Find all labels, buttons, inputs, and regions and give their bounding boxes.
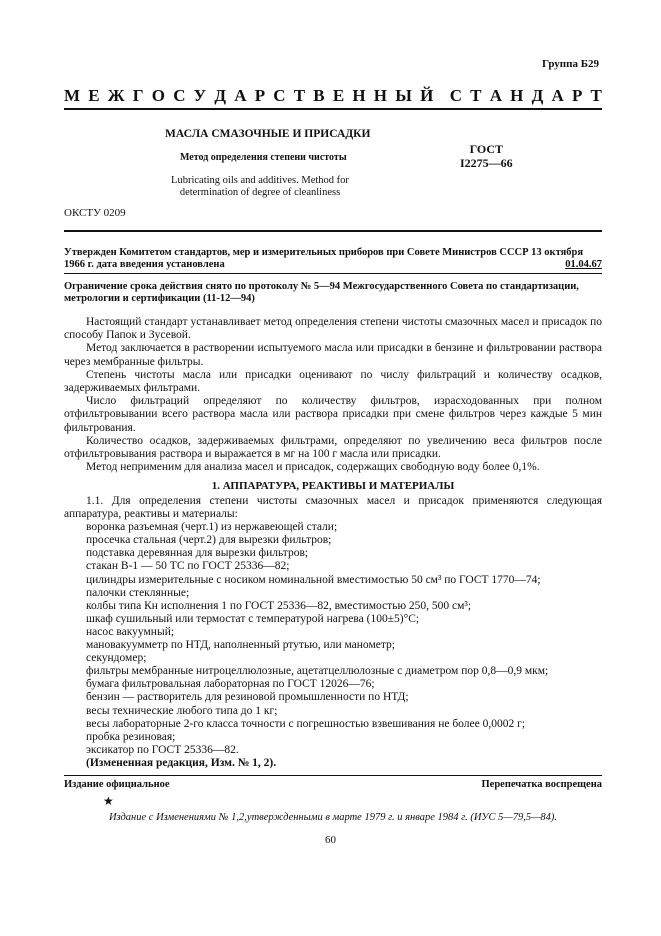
banner-letter: Е — [88, 86, 100, 105]
banner-letter: У — [193, 86, 207, 105]
equipment-list-block — [64, 495, 602, 770]
star-icon: ★ — [103, 794, 114, 808]
banner-letter: Н — [510, 86, 524, 105]
equipment-item: палочки стеклянные; — [86, 586, 190, 599]
equipment-item: колбы типа Кн исполнения 1 по ГОСТ 25336—82, вместимостью 250, 500 см³; — [86, 599, 472, 612]
intro-paragraph: Метод неприменим для анализа масел и присадок, содержащих свободную воду более 0,1%. — [86, 461, 540, 474]
banner-letter: Й — [420, 86, 434, 105]
banner-letter: Н — [373, 86, 387, 105]
approval-text: Утвержден Комитетом стандартов, мер и измерительных приборов при Совете Министров СССР 13 октября 1966 г. дата введения установлена — [64, 247, 584, 270]
document-title: МАСЛА СМАЗОЧНЫЕ И ПРИСАДКИ — [165, 128, 371, 140]
effective-date: 01.04.67 — [565, 259, 602, 270]
equipment-list — [64, 521, 602, 757]
limit-statement: Ограничение срока действия снято по протоколу № 5—94 Межгосударственного Совета по стандартизации, метрологии и сертификации (11-12—94) — [64, 281, 579, 304]
official-edition: Издание официальное — [64, 779, 170, 790]
intro-paragraph: Степень чистоты масла или присадки оценивают по числу фильтраций и количеству осадков, задерживаемых фильтрами. — [64, 368, 602, 395]
gost-label: ГОСТ — [469, 142, 504, 156]
equipment-item: подставка деревянная для вырезки фильтров; — [86, 547, 309, 560]
header-rule — [64, 230, 602, 232]
banner-letter: Н — [352, 86, 366, 105]
banner-letter: С — [449, 86, 462, 105]
equipment-item: цилиндры измерительные с носиком номинальной вместимостью 50 см³ по ГОСТ 1770—74; — [86, 573, 541, 586]
gost-designation — [460, 142, 513, 170]
equipment-item: фильтры мембранные нитроцеллюлозные, ацетатцеллюлозные с диаметром пор 0,8—0,9 мкм; — [86, 665, 549, 678]
equipment-item: насос вакуумный; — [86, 625, 175, 638]
banner-letter: Г — [132, 86, 144, 105]
amendments-note: Издание с Изменениями № 1,2,утвержденными в марте 1979 г. и январе 1984 г. (ИУС 5—79,5—84). — [108, 812, 558, 823]
banner-letter: В — [313, 86, 325, 105]
banner-letter: С — [273, 86, 286, 105]
intro-text — [64, 316, 602, 474]
banner-letter: А — [551, 86, 564, 105]
banner-letter: Т — [293, 86, 306, 105]
equipment-item: эксикатор по ГОСТ 25336—82. — [86, 743, 239, 756]
banner-letter: А — [489, 86, 502, 105]
equipment-item: весы лабораторные 2-го класса точности с погрешностью взвешивания не более 0,0002 г; — [86, 717, 526, 730]
reprint-prohibited: Перепечатка воспрещена — [481, 779, 602, 790]
equipment-item: мановакуумметр по НТД, наполненный ртутью, или манометр; — [86, 639, 395, 652]
banner-letter: Е — [332, 86, 345, 105]
banner-rule — [64, 108, 602, 110]
intro-paragraph: Число фильтраций определяют по количеству фильтров, израсходованных при полном отфильтровывании всего раствора масла или раствора присадки при смене фильтров через каждые 5 мин фильтрования. — [64, 395, 602, 434]
approval-rule — [64, 273, 602, 274]
revision-note: (Измененная редакция, Изм. № 1, 2). — [86, 756, 277, 769]
banner-letter: С — [173, 86, 186, 105]
banner-letter: Т — [470, 86, 482, 105]
footer-rule — [64, 775, 602, 776]
intro-paragraph: Метод заключается в растворении испытуемого масла или присадки в бензине и фильтровании раствора через мембранные фильтры. — [64, 342, 602, 368]
banner-letter: Р — [571, 86, 583, 105]
equipment-item: стакан В-1 — 50 ТС по ГОСТ 25336—82; — [86, 560, 290, 573]
intro-paragraph: Количество осадков, задерживаемых фильтрами, определяют по увеличению веса фильтров после отфильтровывания раствора и выражается в мг на 100 г масла или присадки. — [64, 434, 602, 461]
banner-letter: М — [64, 86, 81, 105]
banner-letter: Ы — [395, 86, 412, 105]
english-title: Lubricating oils and additives. Method for determination of degree of cleanliness — [171, 175, 349, 198]
equipment-item: пробка резиновая; — [86, 730, 176, 743]
section-intro: 1.1. Для определения степени чистоты смазочных масел и присадок применяются следующая аппаратура, реактивы и материалы: — [64, 495, 602, 521]
document-subtitle: Метод определения степени чистоты — [180, 152, 347, 163]
equipment-item: весы технические любого типа до 1 кг; — [86, 704, 278, 717]
gost-number: I2275—66 — [460, 156, 513, 170]
group-code: Группа Б29 — [542, 58, 599, 70]
page-number: 60 — [325, 834, 336, 846]
section-heading: 1. АППАРАТУРА, РЕАКТИВЫ И МАТЕРИАЛЫ — [211, 480, 455, 492]
approval-statement — [64, 247, 602, 271]
banner-letter: Р — [254, 86, 266, 105]
equipment-item: секундомер; — [86, 652, 147, 665]
equipment-item: бумага фильтровальная лабораторная по ГОСТ 12026—76; — [86, 678, 375, 691]
equipment-item: воронка разъемная (черт.1) из нержавеющей стали; — [86, 521, 338, 534]
banner-letter: О — [151, 86, 166, 105]
banner-letter: Д — [214, 86, 227, 105]
oksty-code: ОКСТУ 0209 — [64, 207, 126, 219]
banner-letter: Т — [590, 86, 602, 105]
equipment-item: бензин — растворитель для резиновой промышленности по НТД; — [86, 691, 409, 704]
standard-banner — [64, 86, 602, 106]
intro-paragraph: Настоящий стандарт устанавливает метод определения степени чистоты смазочных масел и присадок по способу Папок и Зусевой. — [64, 316, 602, 342]
banner-letter: Д — [531, 86, 544, 105]
equipment-item: просечка стальная (черт.2) для вырезки фильтров; — [86, 534, 332, 547]
banner-letter: А — [234, 86, 247, 105]
banner-letter: Ж — [107, 86, 125, 105]
equipment-item: шкаф сушильный или термостат с температурой нагрева (100±5)°С; — [86, 612, 420, 625]
